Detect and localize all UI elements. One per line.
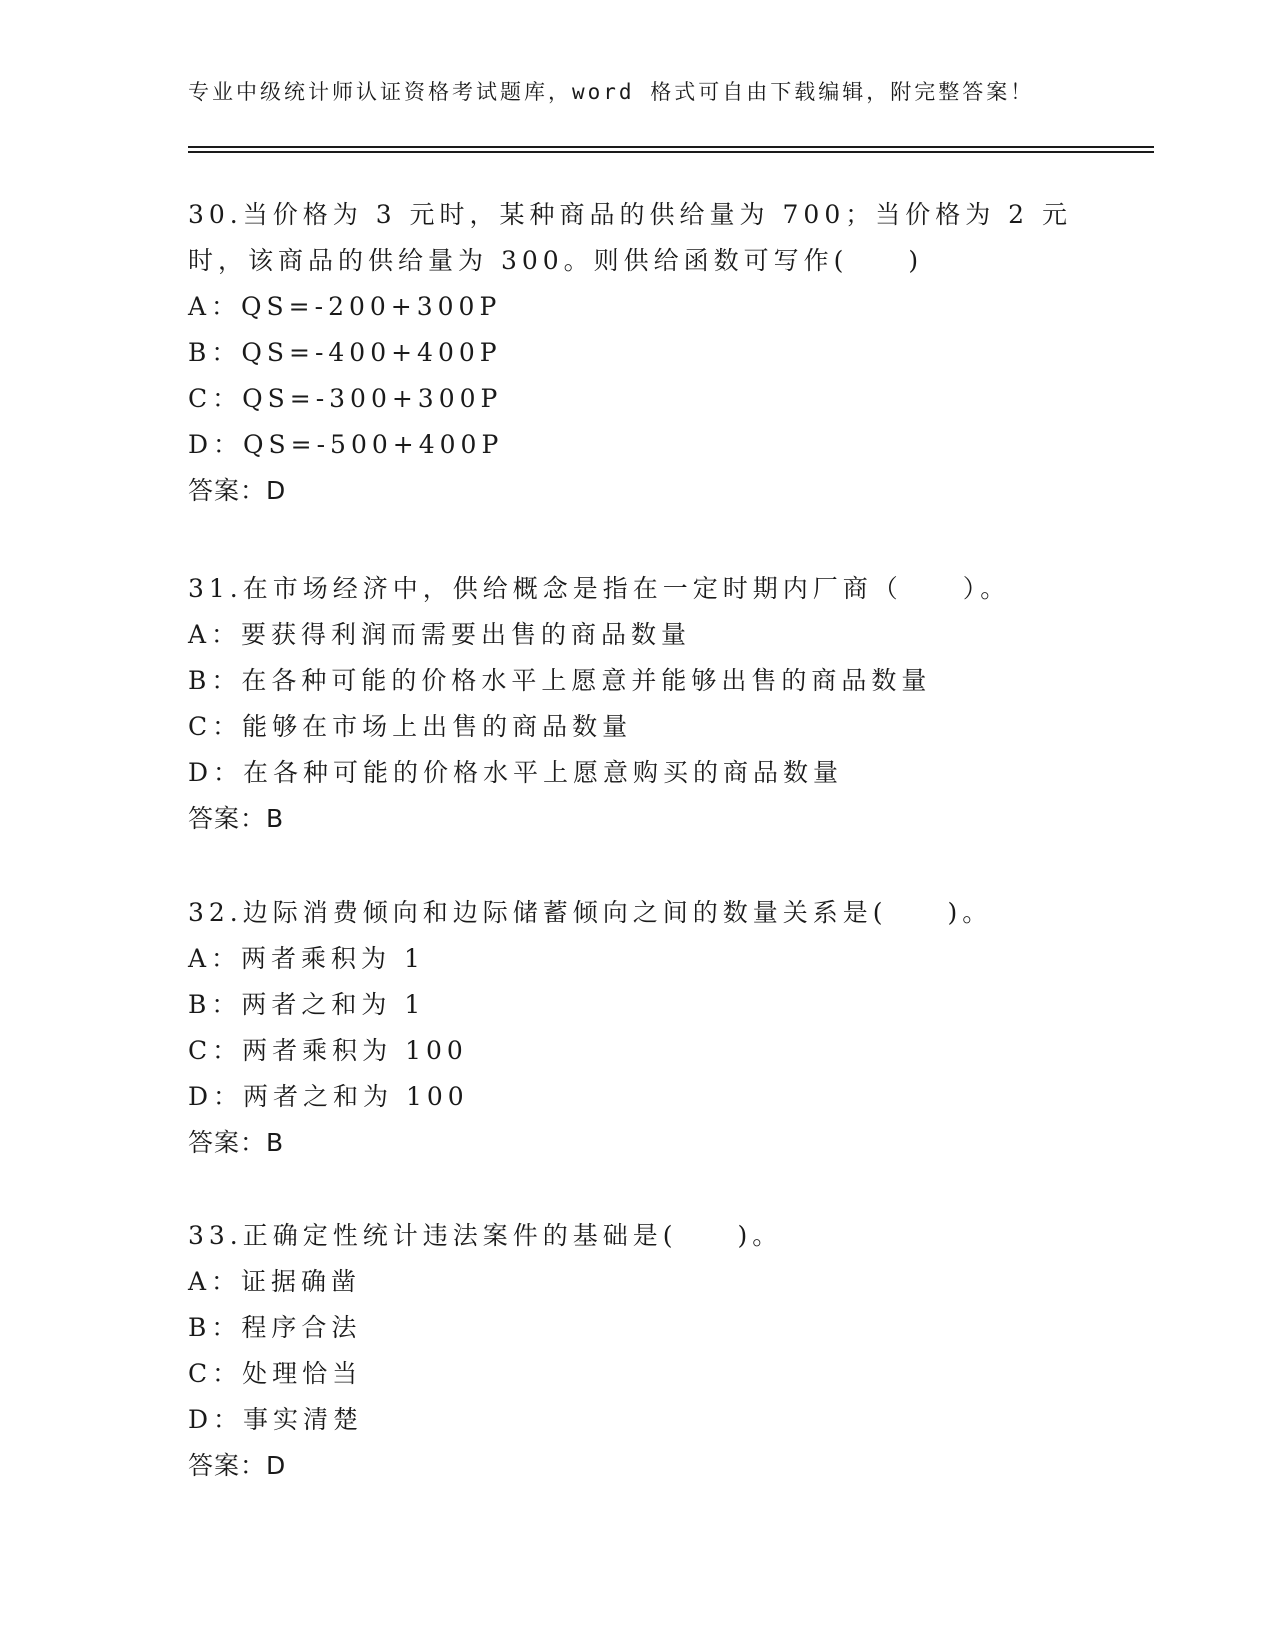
option-a: A：两者乘积为 1 — [188, 944, 425, 973]
option-b: B：两者之和为 1 — [188, 990, 426, 1019]
option-c: C：QS=-300+300P — [188, 384, 503, 413]
option-d: D：两者之和为 100 — [188, 1082, 469, 1111]
option-c: C：能够在市场上出售的商品数量 — [188, 712, 633, 741]
option-a: A：证据确凿 — [188, 1267, 362, 1296]
answer: 答案：B — [188, 804, 285, 833]
option-b: B：程序合法 — [188, 1313, 362, 1342]
question-stem: 33.正确定性统计违法案件的基础是( )。 — [188, 1221, 783, 1250]
answer: 答案：D — [188, 1451, 287, 1480]
question-30 — [188, 192, 1128, 514]
option-c: C：两者乘积为 100 — [188, 1036, 468, 1065]
page-header: 专业中级统计师认证资格考试题库，word 格式可自由下载编辑，附完整答案！ — [188, 80, 1035, 104]
question-stem: 30.当价格为 3 元时，某种商品的供给量为 700；当价格为 2 元时，该商品的供给量为 300。则供给函数可写作( ) — [188, 200, 1073, 275]
option-d: D：QS=-500+400P — [188, 430, 504, 459]
option-b: B：QS=-400+400P — [188, 338, 502, 367]
question-31 — [188, 566, 1128, 842]
header-rule-double — [188, 151, 1154, 153]
header-rule — [188, 146, 1154, 148]
option-b: B：在各种可能的价格水平上愿意并能够出售的商品数量 — [188, 666, 932, 695]
option-a: A：要获得利润而需要出售的商品数量 — [188, 620, 692, 649]
question-33 — [188, 1213, 1128, 1489]
option-d: D：事实清楚 — [188, 1405, 364, 1434]
question-stem: 31.在市场经济中，供给概念是指在一定时期内厂商（ ）。 — [188, 574, 1011, 603]
option-d: D：在各种可能的价格水平上愿意购买的商品数量 — [188, 758, 844, 787]
option-a: A：QS=-200+300P — [188, 292, 502, 321]
question-32 — [188, 890, 1128, 1166]
option-c: C：处理恰当 — [188, 1359, 363, 1388]
question-stem: 32.边际消费倾向和边际储蓄倾向之间的数量关系是( )。 — [188, 898, 993, 927]
answer: 答案：D — [188, 476, 287, 505]
answer: 答案：B — [188, 1128, 285, 1157]
